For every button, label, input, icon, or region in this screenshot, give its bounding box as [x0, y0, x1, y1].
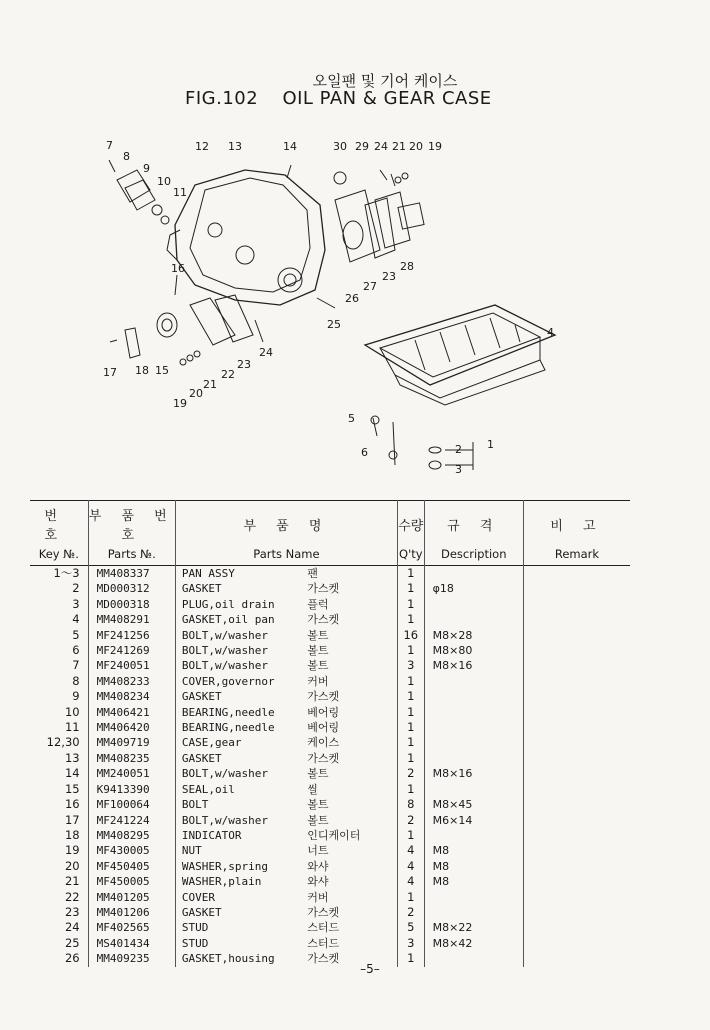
cell-rem	[523, 920, 630, 935]
callout-label: 21	[203, 378, 217, 391]
cell-part: MF100064	[88, 797, 175, 812]
cell-name: BOLT,w/washer	[175, 813, 307, 828]
table-row	[30, 720, 630, 735]
cell-qty: 2	[397, 905, 424, 920]
cell-name: WASHER,spring	[175, 859, 307, 874]
callout-label: 20	[189, 387, 203, 400]
header-rem-kor: 비 고	[523, 501, 630, 546]
table-row	[30, 828, 630, 843]
header-rem-en: Remark	[523, 545, 630, 566]
cell-part: MM406420	[88, 720, 175, 735]
cell-name: WASHER,plain	[175, 874, 307, 889]
cell-part: MM401206	[88, 905, 175, 920]
cell-desc: M8×16	[424, 766, 523, 781]
cell-rem	[523, 612, 630, 627]
cell-qty: 1	[397, 581, 424, 596]
cell-rem	[523, 936, 630, 951]
cell-key: 16	[64, 797, 80, 812]
callout-label: 25	[327, 318, 341, 331]
cell-qty: 5	[397, 920, 424, 935]
header-part-kor: 부 품 번 호	[88, 501, 175, 546]
cell-kor: 너트	[307, 844, 329, 858]
cell-desc: M8	[424, 859, 523, 874]
cell-kor: 볼트	[307, 644, 329, 658]
cell-rem	[523, 874, 630, 889]
cell-key: 13	[64, 750, 80, 765]
cell-rem	[523, 735, 630, 750]
cell-qty: 1	[397, 735, 424, 750]
cell-part: MM409719	[88, 735, 175, 750]
callout-label: 29	[355, 140, 369, 153]
cell-part: MF402565	[88, 920, 175, 935]
cell-name: BOLT,w/washer	[175, 628, 307, 643]
cell-name: COVER	[175, 890, 307, 905]
cell-rem	[523, 828, 630, 843]
cell-rem	[523, 581, 630, 596]
callout-label: 24	[259, 346, 273, 359]
callout-label: 6	[361, 446, 368, 459]
cell-rem	[523, 751, 630, 766]
cell-qty: 1	[397, 689, 424, 704]
cell-rem	[523, 766, 630, 781]
cell-name: GASKET	[175, 905, 307, 920]
callout-label: 7	[106, 139, 113, 152]
cell-desc	[424, 689, 523, 704]
cell-name: BOLT,w/washer	[175, 658, 307, 673]
cell-key: 9	[72, 689, 80, 704]
cell-kor: 가스켓	[307, 690, 340, 704]
cell-key: 2	[72, 581, 80, 596]
cell-rem	[523, 674, 630, 689]
cell-desc	[424, 566, 523, 582]
cell-key: 4	[72, 612, 80, 627]
cell-rem	[523, 797, 630, 812]
header-name-en: Parts Name	[175, 545, 397, 566]
cell-key: 10	[64, 704, 80, 719]
header-key-kor: 번 호	[44, 509, 66, 543]
cell-part: MF450405	[88, 859, 175, 874]
cell-rem	[523, 859, 630, 874]
cell-kor: 가스켓	[307, 582, 340, 596]
header-desc-en: Description	[424, 545, 523, 566]
callout-label: 24	[374, 140, 388, 153]
table-row	[30, 628, 630, 643]
cell-key: 14	[64, 766, 80, 781]
header-key-en: Key №.	[38, 547, 79, 561]
cell-key: 11	[64, 720, 80, 735]
cell-name: BEARING,needle	[175, 720, 307, 735]
cell-name: SEAL,oil	[175, 782, 307, 797]
cell-part: MM401205	[88, 890, 175, 905]
cell-desc: φ18	[424, 581, 523, 596]
callout-label: 20	[409, 140, 423, 153]
cell-qty: 1	[397, 828, 424, 843]
cell-key: 25	[64, 935, 80, 950]
table-row	[30, 612, 630, 627]
callout-label: 8	[123, 150, 130, 163]
callout-label: 11	[173, 186, 187, 199]
cell-name: GASKET	[175, 689, 307, 704]
callout-label: 18	[135, 364, 149, 377]
cell-key: 12,30	[46, 735, 80, 750]
cell-rem	[523, 720, 630, 735]
table-row	[30, 782, 630, 797]
cell-kor: 인디케이터	[307, 828, 361, 842]
cell-qty: 16	[397, 628, 424, 643]
cell-part: MM408295	[88, 828, 175, 843]
cell-qty: 1	[397, 597, 424, 612]
cell-name: CASE,gear	[175, 735, 307, 750]
cell-part: MF430005	[88, 843, 175, 858]
cell-kor: 볼트	[307, 659, 329, 673]
cell-part: MM406421	[88, 705, 175, 720]
cell-key: 1～3	[53, 566, 80, 580]
callout-label: 9	[143, 162, 150, 175]
cell-name: PAN ASSY	[175, 566, 307, 582]
cell-qty: 1	[397, 951, 424, 966]
cell-kor: 가스켓	[307, 751, 340, 765]
table-row	[30, 735, 630, 750]
callout-label: 22	[221, 368, 235, 381]
cell-desc: M8	[424, 874, 523, 889]
cell-part: MM240051	[88, 766, 175, 781]
cell-qty: 8	[397, 797, 424, 812]
cell-desc	[424, 735, 523, 750]
callout-label: 30	[333, 140, 347, 153]
cell-key: 3	[72, 596, 80, 611]
cell-key: 22	[64, 889, 80, 904]
figure-title	[185, 88, 492, 109]
table-row	[30, 936, 630, 951]
table-row	[30, 689, 630, 704]
cell-qty: 4	[397, 843, 424, 858]
cell-desc: M8×42	[424, 936, 523, 951]
cell-kor: 와샤	[307, 875, 329, 889]
cell-name: GASKET,oil pan	[175, 612, 307, 627]
cell-key: 26	[64, 951, 80, 966]
exploded-diagram	[95, 130, 565, 480]
cell-name: GASKET	[175, 581, 307, 596]
cell-kor: 베어링	[307, 721, 340, 735]
cell-qty: 3	[397, 658, 424, 673]
cell-desc	[424, 828, 523, 843]
cell-key: 17	[64, 812, 80, 827]
page-number: –5–	[360, 962, 380, 976]
cell-qty: 1	[397, 612, 424, 627]
cell-qty: 1	[397, 782, 424, 797]
header-desc-kor: 규 격	[424, 501, 523, 546]
cell-qty: 1	[397, 751, 424, 766]
cell-kor: 볼트	[307, 798, 329, 812]
callout-label: 21	[392, 140, 406, 153]
callout-label: 1	[487, 438, 494, 451]
callout-label: 19	[173, 397, 187, 410]
cell-name: BOLT,w/washer	[175, 643, 307, 658]
cell-desc	[424, 751, 523, 766]
callout-label: 23	[382, 270, 396, 283]
cell-part: K9413390	[88, 782, 175, 797]
cell-name: PLUG,oil drain	[175, 597, 307, 612]
cell-desc	[424, 905, 523, 920]
cell-part: MM408291	[88, 612, 175, 627]
callout-label: 16	[171, 262, 185, 275]
cell-desc	[424, 890, 523, 905]
table-row	[30, 643, 630, 658]
table-row	[30, 843, 630, 858]
cell-qty: 1	[397, 890, 424, 905]
cell-qty: 1	[397, 705, 424, 720]
cell-kor: 볼트	[307, 813, 329, 827]
cell-key: 18	[64, 827, 80, 842]
cell-rem	[523, 628, 630, 643]
cell-desc: M6×14	[424, 813, 523, 828]
cell-kor: 와샤	[307, 859, 329, 873]
table-row	[30, 859, 630, 874]
cell-rem	[523, 566, 630, 582]
cell-part: MM408233	[88, 674, 175, 689]
cell-qty: 2	[397, 813, 424, 828]
callout-label: 27	[363, 280, 377, 293]
cell-name: NUT	[175, 843, 307, 858]
cell-kor: 가스켓	[307, 613, 340, 627]
cell-kor: 스터드	[307, 921, 340, 935]
cell-desc	[424, 705, 523, 720]
table-row	[30, 813, 630, 828]
cell-rem	[523, 658, 630, 673]
cell-part: MF240051	[88, 658, 175, 673]
table-row	[30, 751, 630, 766]
cell-name: INDICATOR	[175, 828, 307, 843]
header-qty-kor: 수량	[397, 501, 424, 546]
table-row	[30, 766, 630, 781]
cell-key: 15	[64, 781, 80, 796]
cell-kor: 씰	[307, 782, 318, 796]
cell-kor: 가스켓	[307, 952, 340, 966]
figure-label: FIG.102	[185, 88, 259, 109]
cell-qty: 1	[397, 643, 424, 658]
cell-rem	[523, 843, 630, 858]
parts-table-body	[30, 566, 630, 967]
table-row	[30, 597, 630, 612]
cell-qty: 1	[397, 720, 424, 735]
cell-part: MF450005	[88, 874, 175, 889]
cell-key: 19	[64, 843, 80, 858]
callout-label: 23	[237, 358, 251, 371]
cell-desc: M8×28	[424, 628, 523, 643]
cell-key: 8	[72, 673, 80, 688]
cell-name: STUD	[175, 936, 307, 951]
callout-label: 14	[283, 140, 297, 153]
callout-label: 10	[157, 175, 171, 188]
cell-name: COVER,governor	[175, 674, 307, 689]
cell-desc: M8×45	[424, 797, 523, 812]
callout-label: 19	[428, 140, 442, 153]
cell-part: MM408337	[88, 566, 175, 582]
cell-desc	[424, 782, 523, 797]
callout-label: 28	[400, 260, 414, 273]
table-row	[30, 705, 630, 720]
cell-desc: M8×22	[424, 920, 523, 935]
cell-part: MF241269	[88, 643, 175, 658]
cell-key: 7	[72, 658, 80, 673]
cell-kor: 팬	[307, 567, 318, 580]
figure-name: OIL PAN & GEAR CASE	[282, 88, 492, 109]
cell-desc: M8×16	[424, 658, 523, 673]
table-row	[30, 674, 630, 689]
parts-table-header	[30, 501, 630, 566]
table-row	[30, 890, 630, 905]
cell-rem	[523, 782, 630, 797]
cell-kor: 볼트	[307, 628, 329, 642]
cell-desc	[424, 612, 523, 627]
callout-label: 3	[455, 463, 462, 476]
table-row	[30, 797, 630, 812]
cell-part: MF241256	[88, 628, 175, 643]
cell-part: MM408234	[88, 689, 175, 704]
cell-desc: M8	[424, 843, 523, 858]
cell-kor: 가스켓	[307, 905, 340, 919]
cell-key: 24	[64, 920, 80, 935]
cell-qty: 4	[397, 859, 424, 874]
cell-rem	[523, 689, 630, 704]
cell-qty: 2	[397, 766, 424, 781]
cell-key: 5	[72, 627, 80, 642]
cell-kor: 베어링	[307, 705, 340, 719]
cell-name: STUD	[175, 920, 307, 935]
cell-qty: 1	[397, 674, 424, 689]
cell-kor: 플럭	[307, 597, 329, 611]
cell-part: MM409235	[88, 951, 175, 966]
cell-key: 20	[64, 858, 80, 873]
cell-kor: 볼트	[307, 767, 329, 781]
cell-part: MD000318	[88, 597, 175, 612]
cell-key: 6	[72, 643, 80, 658]
callout-label: 12	[195, 140, 209, 153]
cell-kor: 커버	[307, 890, 329, 904]
cell-rem	[523, 813, 630, 828]
table-row	[30, 874, 630, 889]
cell-kor: 커버	[307, 674, 329, 688]
cell-key: 21	[64, 874, 80, 889]
cell-kor: 스터드	[307, 936, 340, 950]
cell-rem	[523, 597, 630, 612]
cell-desc	[424, 597, 523, 612]
cell-part: MD000312	[88, 581, 175, 596]
cell-desc	[424, 720, 523, 735]
cell-name: BEARING,needle	[175, 705, 307, 720]
cell-qty: 3	[397, 936, 424, 951]
cell-key: 23	[64, 904, 80, 919]
cell-kor: 케이스	[307, 736, 340, 750]
callout-label: 2	[455, 443, 462, 456]
parts-table	[30, 500, 630, 967]
table-row	[30, 905, 630, 920]
cell-qty: 4	[397, 874, 424, 889]
cell-rem	[523, 705, 630, 720]
cell-part: MM408235	[88, 751, 175, 766]
callout-label: 15	[155, 364, 169, 377]
cell-part: MF241224	[88, 813, 175, 828]
header-qty-en: Q'ty	[397, 545, 424, 566]
callout-label: 26	[345, 292, 359, 305]
cell-rem	[523, 890, 630, 905]
cell-part: MS401434	[88, 936, 175, 951]
callout-label: 13	[228, 140, 242, 153]
table-row	[30, 566, 630, 582]
cell-name: GASKET	[175, 751, 307, 766]
table-row	[30, 920, 630, 935]
table-row	[30, 581, 630, 596]
callout-label: 17	[103, 366, 117, 379]
header-part-en: Parts №.	[88, 545, 175, 566]
cell-qty: 1	[397, 566, 424, 582]
header-name-kor: 부 품 명	[175, 501, 397, 546]
cell-desc: M8×80	[424, 643, 523, 658]
cell-desc	[424, 674, 523, 689]
table-row	[30, 658, 630, 673]
callout-label: 4	[547, 326, 554, 339]
cell-name: GASKET,housing	[175, 951, 307, 966]
cell-name: BOLT,w/washer	[175, 766, 307, 781]
korean-title: 오일팬 및 기어 케이스	[312, 72, 458, 90]
callout-label: 5	[348, 412, 355, 425]
cell-rem	[523, 905, 630, 920]
cell-rem	[523, 643, 630, 658]
cell-name: BOLT	[175, 797, 307, 812]
